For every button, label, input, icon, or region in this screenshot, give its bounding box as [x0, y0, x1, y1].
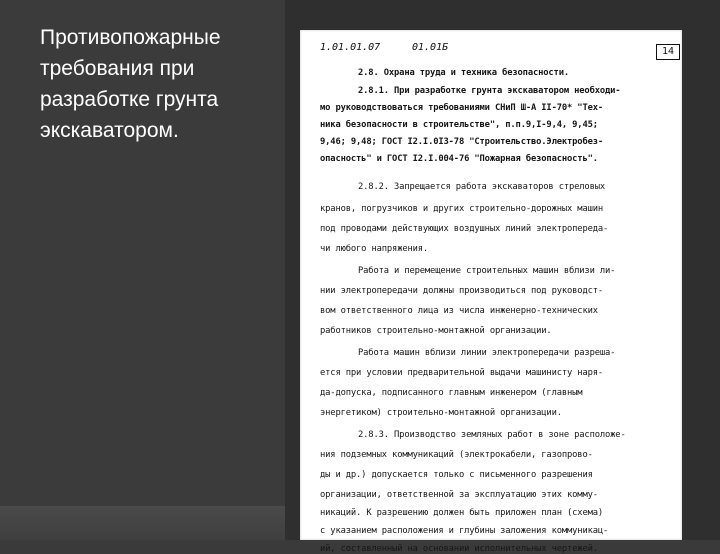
slide-title: Противопожарные требования при разработке грунта экскаватором.: [40, 26, 221, 142]
document-line: ется при условии предварительной выдачи машинисту наря-: [320, 368, 604, 378]
document-line: ника безопасности в строительстве", п.п.9,I-9,4, 9,45;: [320, 120, 598, 130]
slide-left-panel: [0, 0, 285, 540]
document-line: с указанием расположения и глубины заложения коммуникац-: [320, 526, 609, 536]
slide-bottom-band: [0, 506, 285, 540]
document-line: Работа и перемещение строительных машин вблизи ли-: [358, 266, 616, 276]
document-line: вом ответственного лица из числа инженерно-технических: [320, 306, 598, 316]
document-code-left: 1.01.01.07: [320, 42, 381, 53]
document-line: опасность" и ГОСТ I2.I.004-76 "Пожарная безопасность".: [320, 154, 598, 164]
document-line: 2.8.1. При разработке грунта экскаватором необходи-: [358, 86, 621, 96]
document-line: под проводами действующих воздушных линий электропереда-: [320, 224, 609, 234]
document-line: 9,46; 9,48; ГОСТ I2.I.0I3-78 "Строительство.Электробез-: [320, 137, 604, 147]
document-line: 2.8.2. Запрещается работа экскаваторов стреловых: [358, 182, 606, 192]
scanned-document-page: [300, 30, 682, 554]
document-line: чи любого напряжения.: [320, 244, 429, 254]
document-line: да-допуска, подписанного главным инженером (главным: [320, 388, 583, 398]
document-line: 2.8.3. Производство земляных работ в зоне расположе-: [358, 430, 626, 440]
document-line: ния подземных коммуникаций (электрокабели, газопрово-: [320, 450, 593, 460]
document-line: ий, составленный на основании исполнительных чертежей.: [320, 544, 598, 554]
document-line: никаций. К разрешению должен быть приложен план (схема): [320, 508, 604, 518]
section-heading: 2.8. Охрана труда и техника безопасности.: [358, 68, 569, 78]
document-line: мо руководствоваться требованиями СНиП Ш-А II-70* "Тех-: [320, 103, 604, 113]
page-number-box: 14: [656, 44, 680, 60]
page-edge-shadow: [300, 30, 682, 540]
document-code-right: 01.01Б: [412, 42, 449, 53]
document-line: организации, ответственной за эксплуатацию этих комму-: [320, 490, 598, 500]
document-line: ды и др.) допускается только с письменного разрешения: [320, 470, 593, 480]
document-line: Работа машин вблизи линии электропередачи разреша-: [358, 348, 616, 358]
document-line: энергетиком) строительно-монтажной организации.: [320, 408, 562, 418]
document-line: работников строительно-монтажной организации.: [320, 326, 552, 336]
document-line: кранов, погрузчиков и других строительно-дорожных машин: [320, 204, 604, 214]
document-line: нии электропередачи должны производиться под руководст-: [320, 286, 604, 296]
